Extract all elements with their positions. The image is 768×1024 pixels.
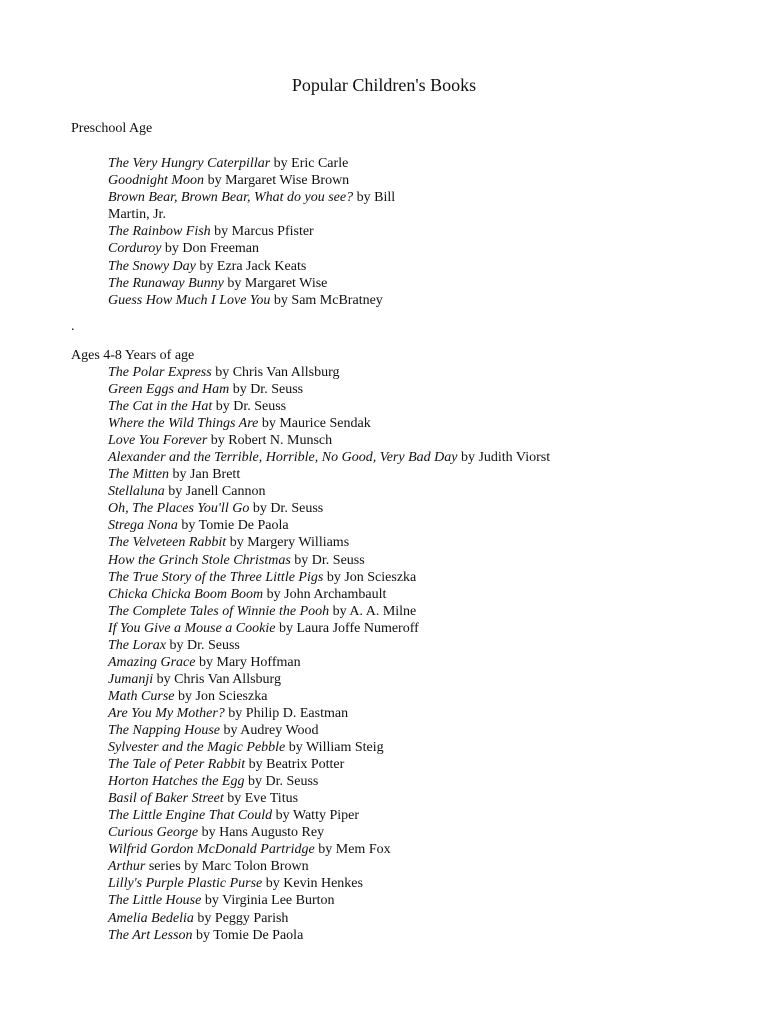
book-title: Lilly's Purple Plastic Purse [108, 876, 263, 892]
book-author: by Virginia Lee Burton [201, 893, 335, 909]
book-title: The Runaway Bunny [108, 275, 224, 291]
book-title: Are You My Mother? [108, 705, 225, 721]
book-author: by Chris Van Allsburg [153, 671, 281, 687]
book-author: by Kevin Henkes [262, 876, 363, 892]
list-item [108, 275, 438, 292]
book-author: by Margaret Wise [223, 275, 328, 291]
book-author: by Margery Williams [226, 535, 350, 551]
list-item [108, 586, 550, 603]
book-title: Math Curse [108, 688, 175, 704]
book-title: How the Grinch Stole Christmas [108, 552, 291, 568]
book-author: by Dr. Seuss [229, 382, 304, 398]
book-title: The Complete Tales of Winnie the Pooh [108, 603, 330, 619]
book-title: Strega Nona [108, 518, 178, 534]
list-item [108, 449, 550, 466]
book-title: Love You Forever [108, 433, 208, 449]
list-item [108, 756, 550, 773]
list-item [108, 155, 438, 172]
book-title: The Rainbow Fish [108, 224, 211, 240]
book-title: Basil of Baker Street [108, 791, 224, 807]
book-author: by William Steig [285, 740, 384, 756]
list-item [108, 534, 550, 551]
book-title: The Mitten [108, 467, 170, 483]
list-item [108, 722, 550, 739]
list-item [108, 552, 550, 569]
book-title: The Napping House [108, 722, 220, 738]
list-item [108, 483, 550, 500]
book-title: Sylvester and the Magic Pebble [108, 740, 286, 756]
list-item [108, 841, 550, 858]
book-author: by Jan Brett [169, 467, 241, 483]
book-author: by Philip D. Eastman [224, 705, 349, 721]
list-item [108, 637, 550, 654]
list-item [108, 824, 550, 841]
list-item [108, 466, 550, 483]
book-title: Green Eggs and Ham [108, 382, 230, 398]
book-author: by Marcus Pfister [210, 224, 314, 240]
book-author: by Dr. Seuss [290, 552, 365, 568]
book-author: by Ezra Jack Keats [195, 258, 307, 274]
book-title: Stellaluna [108, 484, 165, 500]
list-item [108, 671, 550, 688]
list-item [108, 415, 550, 432]
list-item [108, 381, 550, 398]
book-author: by Tomie De Paola [192, 927, 304, 943]
book-author: by Janell Cannon [164, 484, 266, 500]
list-item [108, 892, 550, 909]
list-item [108, 240, 438, 257]
book-title: The Very Hungry Caterpillar [108, 156, 271, 171]
book-author: by Beatrix Potter [245, 757, 345, 773]
list-item [108, 364, 550, 381]
list-item [108, 172, 438, 189]
list-item [108, 790, 550, 807]
book-author: by John Archambault [263, 586, 387, 602]
book-title: Curious George [108, 825, 199, 841]
list-item [108, 569, 550, 586]
list-item [108, 688, 550, 705]
book-title: Amelia Bedelia [108, 910, 194, 926]
book-title: Where the Wild Things Are [108, 416, 259, 432]
list-item [108, 654, 550, 671]
book-author: by Eve Titus [223, 791, 299, 807]
list-item [108, 620, 550, 637]
list-item [108, 927, 550, 944]
list-item [108, 603, 550, 620]
book-title: The Polar Express [108, 365, 212, 380]
list-item [108, 705, 550, 722]
book-author: by Robert N. Munsch [207, 433, 333, 449]
book-title: Alexander and the Terrible, Horrible, No Good, Very Bad Day [108, 450, 458, 466]
book-author: by Bill Martin, Jr. [108, 190, 396, 223]
section-heading-ages-4-8: Ages 4-8 Years of age [71, 348, 195, 363]
book-author: by Chris Van Allsburg [211, 365, 340, 380]
list-item [108, 223, 438, 240]
book-author: by Dr. Seuss [165, 637, 240, 653]
book-title: Horton Hatches the Egg [108, 774, 245, 790]
book-title: Oh, The Places You'll Go [108, 501, 250, 517]
list-item [108, 189, 438, 223]
book-author: by Mem Fox [314, 842, 391, 858]
list-item [108, 517, 550, 534]
book-title: Guess How Much I Love You [108, 292, 271, 308]
book-author: by Dr. Seuss [244, 774, 319, 790]
list-item [108, 739, 550, 756]
book-author: by Dr. Seuss [249, 501, 324, 517]
book-author: by Maurice Sendak [258, 416, 371, 432]
book-title: Wilfrid Gordon McDonald Partridge [108, 842, 315, 858]
book-title: Amazing Grace [108, 654, 196, 670]
book-author: by Mary Hoffman [195, 654, 301, 670]
book-author: by Laura Joffe Numeroff [275, 620, 419, 636]
book-title: The Tale of Peter Rabbit [108, 757, 246, 773]
list-item [108, 875, 550, 892]
section-heading-preschool: Preschool Age [71, 121, 153, 136]
book-title: The Cat in the Hat [108, 399, 213, 415]
list-item [108, 773, 550, 790]
book-author: by Eric Carle [270, 156, 349, 171]
book-title: Arthur [108, 859, 146, 875]
list-item [108, 807, 550, 824]
book-author: by Tomie De Paola [177, 518, 289, 534]
book-title: The True Story of the Three Little Pigs [108, 569, 324, 585]
book-title: The Velveteen Rabbit [108, 535, 227, 551]
book-title: Corduroy [108, 241, 162, 257]
list-item [108, 292, 438, 309]
book-author: by Margaret Wise Brown [204, 173, 350, 189]
book-title: Chicka Chicka Boom Boom [108, 586, 264, 602]
book-title: Goodnight Moon [108, 173, 205, 189]
book-author: by Jon Scieszka [174, 688, 268, 704]
list-item [108, 858, 550, 875]
book-author: by Watty Piper [272, 808, 360, 824]
book-title: The Little House [108, 893, 202, 909]
ages-4-8-book-list [108, 364, 550, 944]
list-item [108, 500, 550, 517]
book-author: by Audrey Wood [220, 722, 319, 738]
book-author: by Dr. Seuss [212, 399, 287, 415]
book-title: The Art Lesson [108, 927, 193, 943]
list-item [108, 398, 550, 415]
book-author: series by Marc Tolon Brown [145, 859, 309, 875]
book-title: Brown Bear, Brown Bear, What do you see? [108, 190, 354, 206]
book-author: by Peggy Parish [193, 910, 289, 926]
book-author: by Don Freeman [161, 241, 260, 257]
book-title: Jumanji [108, 671, 154, 687]
list-item [108, 910, 550, 927]
book-title: The Little Engine That Could [108, 808, 273, 824]
book-author: by Judith Viorst [457, 450, 551, 466]
book-title: If You Give a Mouse a Cookie [108, 620, 276, 636]
book-author: by Hans Augusto Rey [198, 825, 325, 841]
book-author: by Jon Scieszka [323, 569, 417, 585]
list-item [108, 432, 550, 449]
page-title: Popular Children's Books [291, 75, 477, 95]
preschool-book-list [108, 155, 438, 309]
book-title: The Lorax [108, 637, 166, 653]
book-author: by A. A. Milne [329, 603, 417, 619]
book-author: by Sam McBratney [270, 292, 383, 308]
list-item [108, 258, 438, 275]
book-title: The Snowy Day [108, 258, 196, 274]
stray-mark: . [71, 319, 75, 334]
